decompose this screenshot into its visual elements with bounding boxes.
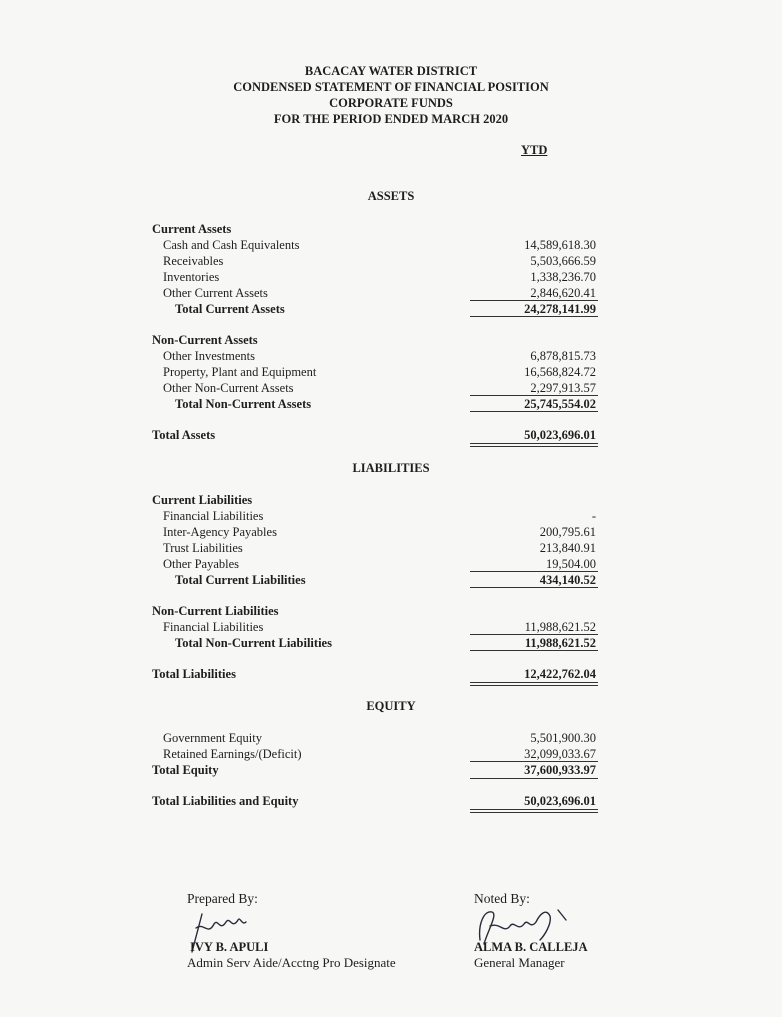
noted-by-title: General Manager	[474, 955, 565, 970]
total-rule	[470, 411, 598, 412]
line-item-amount: 213,840.91	[539, 541, 596, 555]
prepared-by-caption: Prepared By:	[187, 891, 258, 906]
total-rule	[470, 650, 598, 651]
line-item-label: Cash and Cash Equivalents	[163, 238, 300, 252]
line-item-label: Other Investments	[163, 349, 255, 363]
line-item-amount: 11,988,621.52	[524, 620, 596, 634]
total-rule	[470, 778, 598, 779]
line-item-label: Property, Plant and Equipment	[163, 365, 317, 379]
current-liabilities-heading: Current Liabilities	[152, 493, 253, 507]
total-assets-amount: 50,023,696.01	[524, 428, 596, 442]
total-rule	[470, 316, 598, 317]
line-item-amount: 16,568,824.72	[524, 365, 596, 379]
total-current-assets-amount: 24,278,141.99	[524, 302, 596, 316]
line-item-amount: 2,846,620.41	[530, 286, 596, 300]
double-rule-bottom	[470, 812, 598, 813]
line-item-label: Trust Liabilities	[163, 541, 243, 555]
double-rule-bottom	[470, 685, 598, 686]
line-item-label: Financial Liabilities	[163, 509, 264, 523]
total-rule	[470, 587, 598, 588]
double-rule-top	[470, 443, 598, 444]
line-item-amount: -	[591, 509, 596, 523]
total-liabilities-equity-label: Total Liabilities and Equity	[152, 794, 299, 808]
line-item-label: Retained Earnings/(Deficit)	[163, 747, 302, 761]
total-current-assets-label: Total Current Assets	[175, 302, 285, 316]
total-non-current-assets-amount: 25,745,554.02	[524, 397, 596, 411]
total-assets-label: Total Assets	[152, 428, 216, 442]
line-item-amount: 19,504.00	[546, 557, 596, 571]
total-non-current-assets-label: Total Non-Current Assets	[175, 397, 312, 411]
statement-title: CONDENSED STATEMENT OF FINANCIAL POSITION	[233, 80, 549, 94]
ytd-column-header: YTD	[521, 143, 548, 157]
liabilities-section-title: LIABILITIES	[352, 461, 430, 475]
company-name: BACACAY WATER DISTRICT	[304, 64, 478, 78]
line-item-label: Government Equity	[163, 731, 262, 745]
total-equity-amount: 37,600,933.97	[524, 763, 596, 777]
line-item-label: Other Non-Current Assets	[163, 381, 294, 395]
noted-by-caption: Noted By:	[474, 891, 530, 906]
total-liabilities-equity-amount: 50,023,696.01	[524, 794, 596, 808]
non-current-assets-heading: Non-Current Assets	[152, 333, 258, 347]
line-item-label: Receivables	[163, 254, 224, 268]
line-item-amount: 6,878,815.73	[530, 349, 596, 363]
total-non-current-liabilities-label: Total Non-Current Liabilities	[175, 636, 332, 650]
prepared-by-title: Admin Serv Aide/Acctng Pro Designate	[187, 955, 396, 970]
line-item-label: Financial Liabilities	[163, 620, 264, 634]
total-liabilities-amount: 12,422,762.04	[524, 667, 596, 681]
current-assets-heading: Current Assets	[152, 222, 232, 236]
prepared-by-name: IVY B. APULI	[190, 940, 269, 954]
line-item-amount: 5,501,900.30	[530, 731, 596, 745]
line-item-amount: 2,297,913.57	[530, 381, 596, 395]
non-current-liabilities-heading: Non-Current Liabilities	[152, 604, 279, 618]
noted-by-name: ALMA B. CALLEJA	[474, 940, 588, 954]
total-current-liabilities-label: Total Current Liabilities	[175, 573, 306, 587]
line-item-amount: 14,589,618.30	[524, 238, 596, 252]
equity-section-title: EQUITY	[366, 699, 416, 713]
line-item-amount: 32,099,033.67	[524, 747, 596, 761]
double-rule-top	[470, 809, 598, 810]
line-item-amount: 1,338,236.70	[530, 270, 596, 284]
total-liabilities-label: Total Liabilities	[152, 667, 236, 681]
line-item-label: Other Current Assets	[163, 286, 268, 300]
double-rule-bottom	[470, 446, 598, 447]
double-rule-top	[470, 682, 598, 683]
line-item-label: Other Payables	[163, 557, 240, 571]
total-current-liabilities-amount: 434,140.52	[539, 573, 596, 587]
line-item-label: Inter-Agency Payables	[163, 525, 277, 539]
line-item-amount: 5,503,666.59	[530, 254, 596, 268]
period: FOR THE PERIOD ENDED MARCH 2020	[273, 112, 509, 126]
total-non-current-liabilities-amount: 11,988,621.52	[524, 636, 596, 650]
fund-type: CORPORATE FUNDS	[329, 96, 453, 110]
assets-section-title: ASSETS	[367, 189, 415, 203]
total-equity-label: Total Equity	[152, 763, 219, 777]
line-item-label: Inventories	[163, 270, 220, 284]
line-item-amount: 200,795.61	[539, 525, 596, 539]
